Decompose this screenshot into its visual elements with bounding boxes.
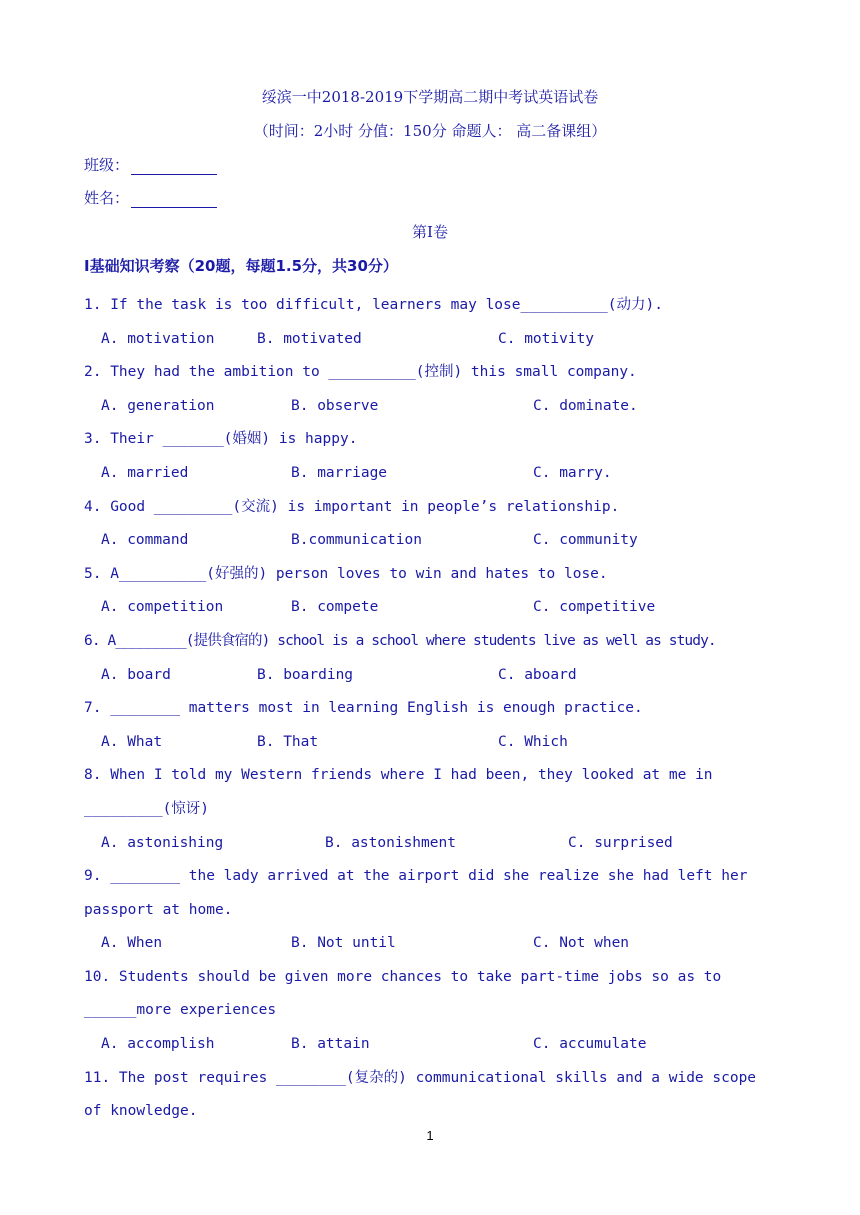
name-label: 姓名： bbox=[84, 189, 130, 207]
question-stem: 5. A__________(好强的) person loves to win and hates to lose. bbox=[84, 565, 608, 582]
question-stem: 8. When I told my Western friends where I had been, they looked at me in _________(惊讶) bbox=[84, 767, 713, 817]
question-options bbox=[84, 524, 778, 558]
question-stem: 9. ________ the lady arrived at the airport did she realize she had left her passport at home. bbox=[84, 868, 748, 918]
option-a: A. motivation bbox=[101, 330, 215, 347]
question-stem: 6. A_________(提供食宿的) school is a school where students live as well as study. bbox=[84, 632, 716, 649]
option-b: B.communication bbox=[291, 532, 422, 549]
name-field-row bbox=[84, 187, 217, 208]
question-stem: 2. They had the ambition to __________(控制) this small company. bbox=[84, 364, 637, 381]
option-c: C. aboard bbox=[498, 666, 577, 683]
option-c: C. dominate. bbox=[533, 397, 638, 414]
option-a: A. What bbox=[101, 733, 163, 750]
option-a: A. competition bbox=[101, 599, 224, 616]
question-options bbox=[84, 927, 778, 961]
exam-title: 绥滨一中2018-2019下学期高二期中考试英语试卷 bbox=[261, 88, 599, 106]
option-a: A. When bbox=[101, 935, 163, 952]
option-a: A. command bbox=[101, 532, 189, 549]
option-b: B. observe bbox=[291, 397, 379, 414]
question-options bbox=[84, 390, 778, 424]
option-c: C. Not when bbox=[533, 935, 630, 952]
option-b: B. attain bbox=[291, 1036, 370, 1053]
option-a: A. married bbox=[101, 464, 189, 481]
class-field-row bbox=[84, 154, 217, 175]
question-options bbox=[84, 827, 778, 861]
class-label: 班级： bbox=[84, 156, 130, 174]
volume-title: 第I卷 bbox=[412, 223, 448, 241]
option-c: C. marry. bbox=[533, 464, 612, 481]
question-list bbox=[84, 289, 778, 1129]
option-b: B. marriage bbox=[291, 464, 388, 481]
question-options bbox=[84, 1028, 778, 1062]
question-options bbox=[84, 726, 778, 760]
question-stem: 11. The post requires ________(复杂的) communicational skills and a wide scope of knowledge. bbox=[84, 1069, 757, 1120]
option-c: C. Which bbox=[498, 733, 568, 750]
class-blank bbox=[131, 160, 217, 175]
option-b: B. That bbox=[257, 733, 319, 750]
option-b: B. compete bbox=[291, 599, 379, 616]
option-a: A. astonishing bbox=[101, 834, 224, 851]
question-options bbox=[84, 659, 778, 693]
question-options bbox=[84, 591, 778, 625]
option-c: C. competitive bbox=[533, 599, 656, 616]
option-a: A. accomplish bbox=[101, 1036, 215, 1053]
option-a: A. board bbox=[101, 666, 171, 683]
question-options bbox=[84, 323, 778, 357]
question-stem: 3. Their _______(婚姻) is happy. bbox=[84, 431, 358, 448]
section-heading: Ⅰ基础知识考察（20题，每题1.5分，共30分） bbox=[84, 257, 398, 275]
option-b: B. boarding bbox=[257, 666, 354, 683]
option-c: C. accumulate bbox=[533, 1036, 647, 1053]
question-stem: 1. If the task is too difficult, learners may lose__________(动力). bbox=[84, 297, 663, 313]
question-stem: 10. Students should be given more chances to take part-time jobs so as to ______more experiences bbox=[84, 968, 722, 1019]
question-stem: 4. Good _________(交流) is important in people’s relationship. bbox=[84, 498, 620, 515]
option-c: C. community bbox=[533, 532, 638, 549]
question-options bbox=[84, 457, 778, 491]
option-c: C. motivity bbox=[498, 330, 595, 347]
option-a: A. generation bbox=[101, 397, 215, 414]
page-number: 1 bbox=[426, 1128, 434, 1143]
name-blank bbox=[131, 193, 217, 208]
exam-subtitle: （时间：2小时 分值：150分 命题人： 高二备课组） bbox=[253, 122, 607, 140]
option-b: B. astonishment bbox=[325, 834, 456, 851]
option-c: C. surprised bbox=[568, 834, 673, 851]
option-b: B. motivated bbox=[257, 330, 362, 347]
option-b: B. Not until bbox=[291, 935, 396, 952]
question-stem: 7. ________ matters most in learning English is enough practice. bbox=[84, 700, 643, 717]
